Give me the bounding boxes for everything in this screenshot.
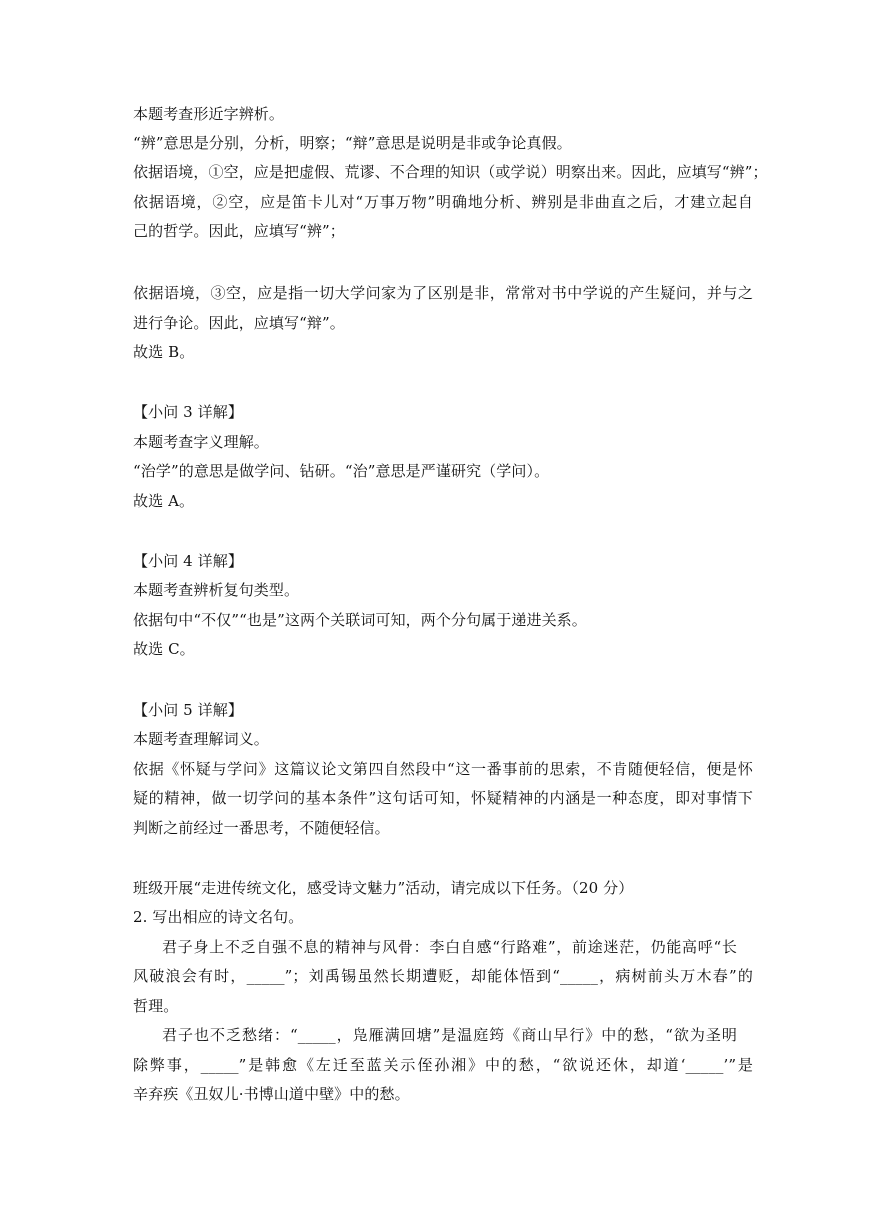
q4-answer: 故选 C。 <box>133 640 195 658</box>
q5-intro: 本题考查理解词义。 <box>133 730 269 748</box>
part-two-title: 班级开展“走进传统文化，感受诗文魅力”活动，请完成以下任务。（20 分） <box>133 879 634 897</box>
q4-heading: 【小问 4 详解】 <box>133 552 243 570</box>
q4-intro: 本题考查辨析复句类型。 <box>133 581 300 599</box>
q2-meaning: “辨”意思是分别，分析，明察；“辩”意思是说明是非或争论真假。 <box>133 134 572 152</box>
poem-para1-line1: 君子身上不乏自强不息的精神与风骨：李白自感“行路难”，前途迷茫，仍能高呼“长 <box>162 938 737 956</box>
poem-para2-line3: 辛弃疾《丑奴儿·书博山道中壁》中的愁。 <box>133 1085 410 1103</box>
q4-explain: 依据句中“不仅”“也是”这两个关联词可知，两个分句属于递进关系。 <box>133 611 587 629</box>
q2-blank3-line1: 依据语境，③空，应是指一切大学问家为了区别是非，常常对书中学说的产生疑问，并与之 <box>133 284 753 302</box>
q5-explain-line2: 疑的精神，做一切学问的基本条件”这句话可知，怀疑精神的内涵是一种态度，即对事情下 <box>133 789 753 807</box>
q3-heading: 【小问 3 详解】 <box>133 403 243 421</box>
q2-blank2-line1: 依据语境，②空，应是笛卡儿对“万事万物”明确地分析、辨别是非曲直之后，才建立起自 <box>133 193 753 211</box>
q2-intro: 本题考查形近字辨析。 <box>133 105 285 123</box>
q3-intro: 本题考查字义理解。 <box>133 433 269 451</box>
q5-explain-line1: 依据《怀疑与学问》这篇议论文第四自然段中“这一番事前的思索，不肯随便轻信，便是怀 <box>133 760 753 778</box>
poem-para2-line2: 除弊事，_____”是韩愈《左迁至蓝关示侄孙湘》中的愁，“欲说还休，却道‘_____’”是 <box>133 1056 753 1074</box>
q5-explain-line3: 判断之前经过一番思考，不随便轻信。 <box>133 819 390 837</box>
q2-blank1: 依据语境，①空，应是把虚假、荒谬、不合理的知识（或学说）明察出来。因此，应填写“辨”； <box>133 163 768 181</box>
q2-blank2-line2: 己的哲学。因此，应填写“辨”； <box>133 222 345 240</box>
poem-para1-line2: 风破浪会有时，_____”；刘禹锡虽然长期遭贬，却能体悟到“_____，病树前头万木春”的 <box>133 967 753 985</box>
question-2: 2. 写出相应的诗文名句。 <box>133 908 304 926</box>
q5-heading: 【小问 5 详解】 <box>133 701 243 719</box>
q3-explain: “治学”的意思是做学问、钻研。“治”意思是严谨研究（学问）。 <box>133 462 550 480</box>
q2-blank3-line2: 进行争论。因此，应填写“辩”。 <box>133 314 345 332</box>
q2-answer: 故选 B。 <box>133 343 195 361</box>
poem-para1-line3: 哲理。 <box>133 997 179 1015</box>
poem-para2-line1: 君子也不乏愁绪：“_____，凫雁满回塘”是温庭筠《商山早行》中的愁，“欲为圣明 <box>162 1026 737 1044</box>
q3-answer: 故选 A。 <box>133 492 195 510</box>
